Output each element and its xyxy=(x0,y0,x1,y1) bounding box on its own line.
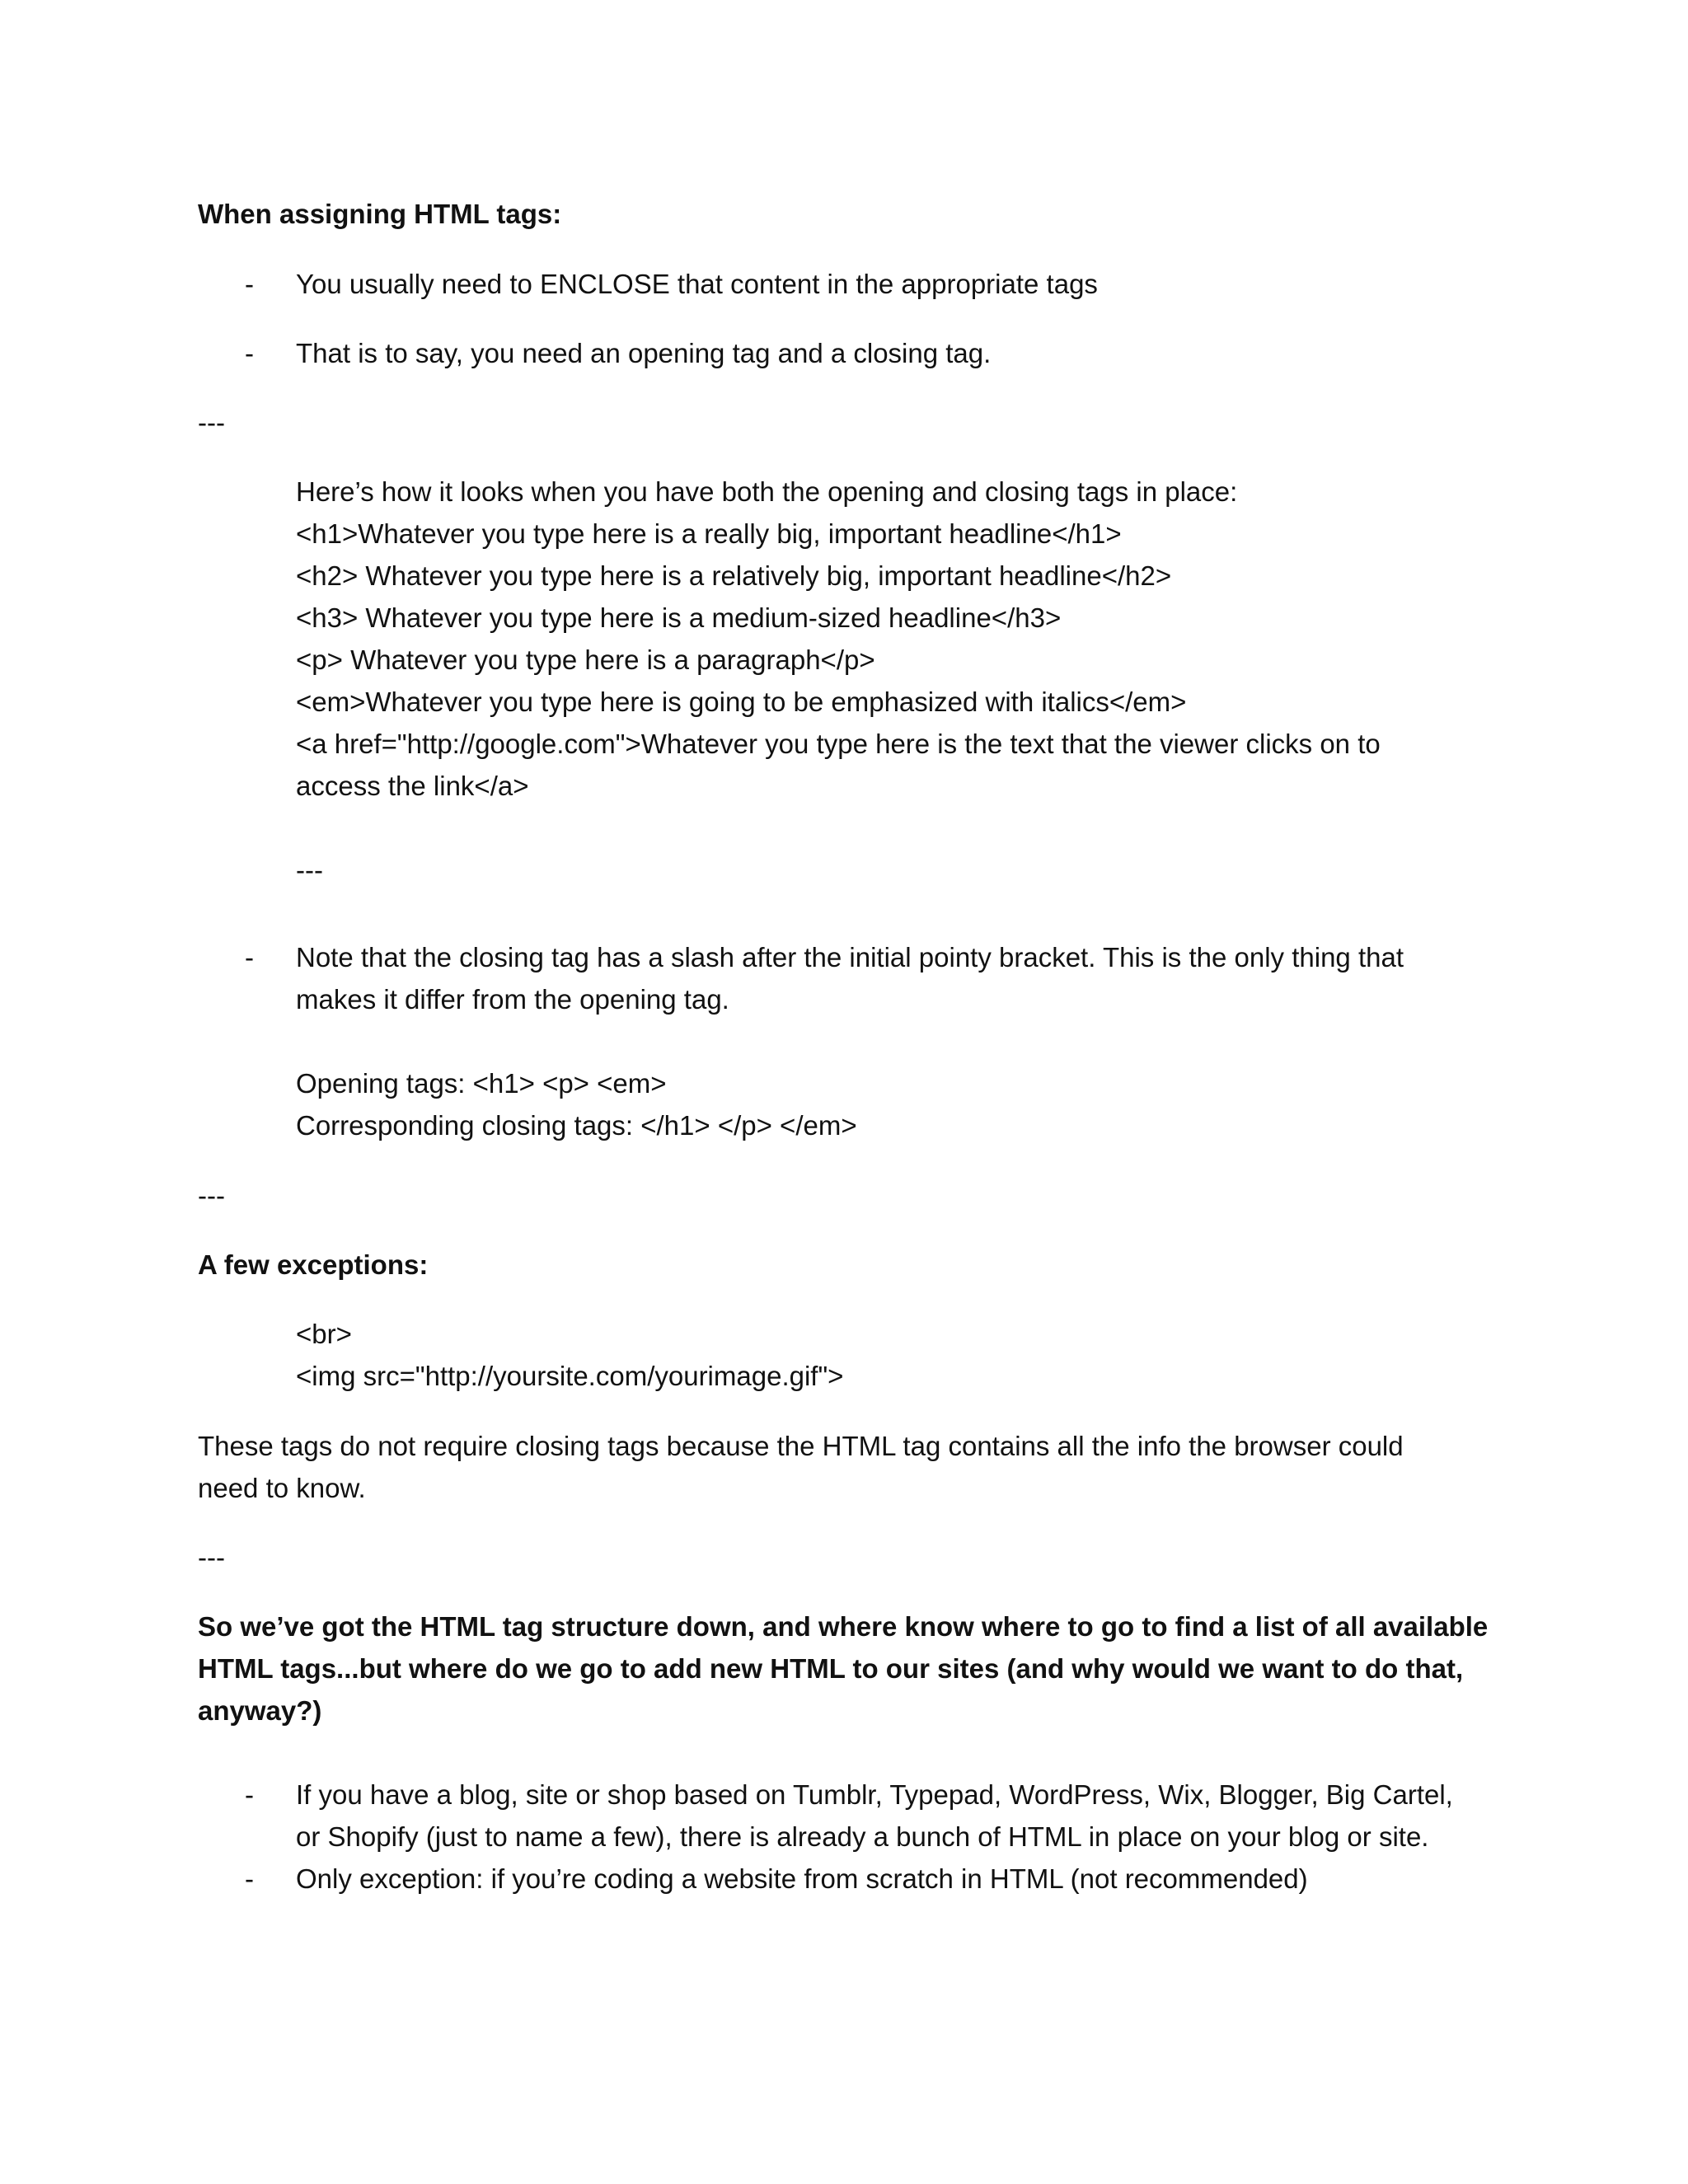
heading-where-add-html-2: HTML tags...but where do we go to add new HTML to our sites (and why would we want to do that, xyxy=(198,1653,1464,1684)
separator: --- xyxy=(198,1542,225,1572)
opening-tags: Opening tags: <h1> <p> <em> xyxy=(296,1068,667,1099)
bullet-enclose: You usually need to ENCLOSE that content in the appropriate tags xyxy=(296,269,1098,299)
heading-exceptions: A few exceptions: xyxy=(198,1249,429,1280)
bullet-only-exception: Only exception: if you’re coding a website from scratch in HTML (not recommended) xyxy=(296,1863,1308,1894)
bullet-marker: - xyxy=(245,1779,254,1810)
example-a: <a href="http://google.com">Whatever you type here is the text that the viewer clicks on to xyxy=(296,729,1381,759)
separator: --- xyxy=(198,407,225,438)
example-h2: <h2> Whatever you type here is a relatively big, important headline</h2> xyxy=(296,560,1172,591)
bullet-marker: - xyxy=(245,1863,254,1894)
example-em: <em>Whatever you type here is going to be emphasized with italics</em> xyxy=(296,687,1187,717)
note-line-1: Note that the closing tag has a slash after the initial pointy bracket. This is the only thing that xyxy=(296,942,1404,972)
example-h1: <h1>Whatever you type here is a really big, important headline</h1> xyxy=(296,518,1122,549)
bullet-platforms-line-1: If you have a blog, site or shop based on Tumblr, Typepad, WordPress, Wix, Blogger, Big Cartel, xyxy=(296,1779,1453,1810)
example-h3: <h3> Whatever you type here is a medium-sized headline</h3> xyxy=(296,602,1062,633)
heading-where-add-html-3: anyway?) xyxy=(198,1695,322,1726)
closing-tags: Corresponding closing tags: </h1> </p> </em> xyxy=(296,1110,857,1141)
bullet-marker: - xyxy=(245,942,254,972)
separator: --- xyxy=(198,1180,225,1211)
heading-where-add-html-1: So we’ve got the HTML tag structure down, and where know where to go to find a list of all available xyxy=(198,1611,1489,1642)
note-line-2: makes it differ from the opening tag. xyxy=(296,984,729,1015)
separator: --- xyxy=(296,855,323,885)
exception-img: <img src="http://yoursite.com/yourimage.gif"> xyxy=(296,1361,844,1391)
example-p: <p> Whatever you type here is a paragraph</p> xyxy=(296,644,875,675)
example-intro: Here’s how it looks when you have both the opening and closing tags in place: xyxy=(296,476,1238,507)
exceptions-text-line-1: These tags do not require closing tags because the HTML tag contains all the info the browser could xyxy=(198,1431,1404,1461)
example-a-continued: access the link</a> xyxy=(296,771,529,801)
exception-br: <br> xyxy=(296,1319,352,1349)
bullet-opening-closing: That is to say, you need an opening tag and a closing tag. xyxy=(296,338,992,368)
bullet-marker: - xyxy=(245,269,254,299)
bullet-marker: - xyxy=(245,338,254,368)
heading-assigning-tags: When assigning HTML tags: xyxy=(198,199,562,229)
exceptions-text-line-2: need to know. xyxy=(198,1473,366,1503)
bullet-platforms-line-2: or Shopify (just to name a few), there is already a bunch of HTML in place on your blog or site. xyxy=(296,1821,1429,1852)
